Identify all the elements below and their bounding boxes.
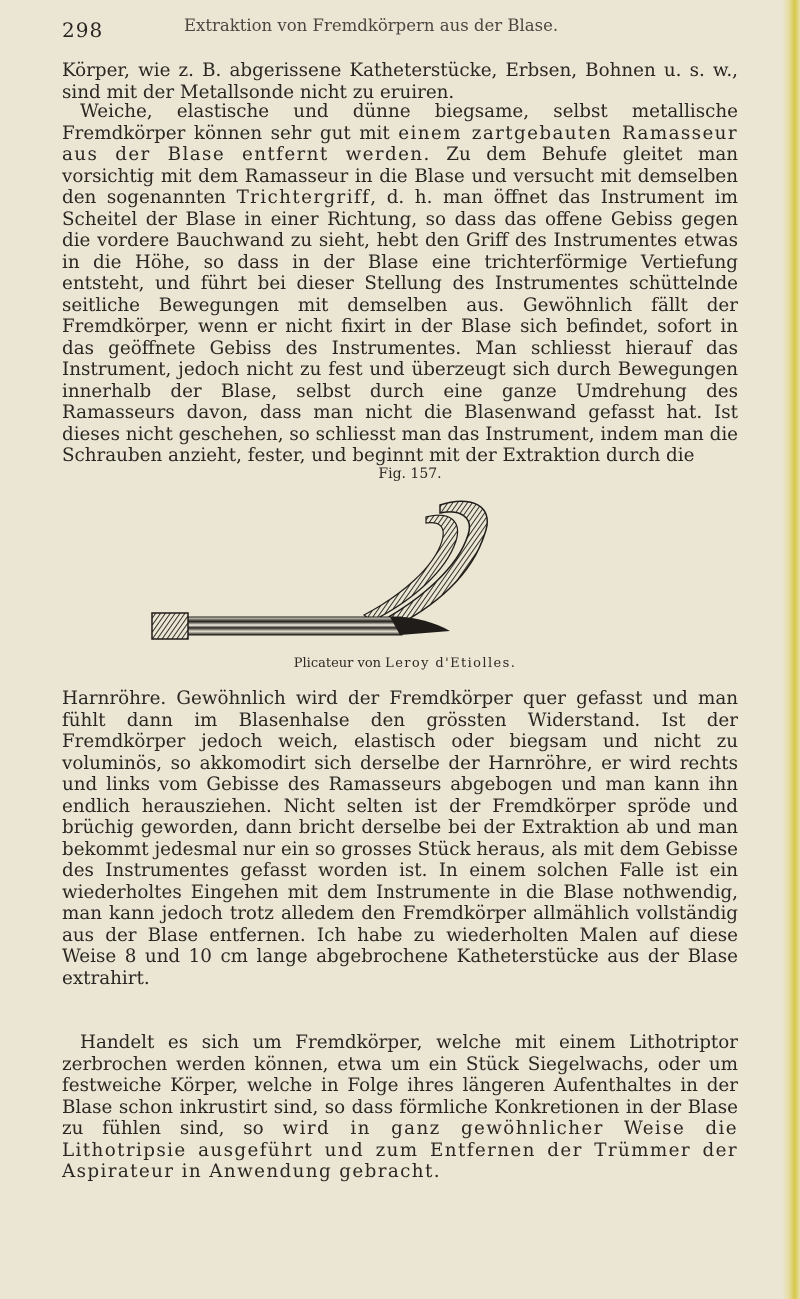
figure-caption xyxy=(0,656,800,671)
plicateur-curve xyxy=(390,617,450,635)
paragraph-3: Harnröhre. Gewöhnlich wird der Fremdkörper quer gefasst und man fühlt dann im Blasenhalse den grössten Widerstand. Ist der Fremdkörper jedoch weich, elastisch oder biegsam und nicht zu voluminös, so akkomodirt sich derselbe der Harnröhre, er wird rechts und links vom Gebisse des Ramasseurs abgebogen und man kann ihn endlich herausziehen. Nicht selten ist der Fremdkörper spröde und brüchig geworden, dann bricht derselbe bei der Extraktion ab und man bekommt jedesmal nur ein so grosses Stück heraus, als mit dem Gebisse des Instrumentes gefasst worden ist. In einem solchen Falle ist ein wiederholtes Eingehen mit dem Instrumente in die Blase nothwendig, man kann jedoch trotz alledem den Fremdkörper allmählich vollständig aus der Blase entfernen. Ich habe zu wiederholten Malen auf diese Weise 8 und 10 cm lange abgebrochene Katheterstücke aus der Blase extrahirt. xyxy=(62,688,738,989)
page-edge xyxy=(782,0,800,1299)
plicateur-handle xyxy=(152,613,188,639)
paragraph-2-text-e: , d. h. man öffnet das Instrument im Scheitel der Blase in einer Richtung, so dass das offene Gebiss gegen die vordere Bauchwand zu sieht, hebt den Griff des Instrumentes etwas in die Höhe, so dass in der Blase eine trichterförmige Vertiefung entsteht, und führt bei dieser Stellung des Instrumentes schüttelnde seitliche Bewegungen mit demselben aus. Gewöhnlich fällt der Fremdkörper, wenn er nicht fixirt in der Blase sich befindet, sofort in das geöffnete Gebiss des Instrumentes. Man schliesst hierauf das Instrument, jedoch nicht zu fest und überzeugt sich durch Bewegungen innerhalb der Blase, selbst durch eine ganze Umdrehung des Ramasseurs davon, dass man nicht die Blasenwand gefasst hat. Ist dieses nicht geschehen, so schliesst man das Instrument, indem man die Schrauben anzieht, fester, und beginnt mit der Extraktion durch die xyxy=(62,187,738,466)
paragraph-2-text-a: Weiche, elastische und dünne biegsame, selbst metallische Fremdkörper können sehr gut mit xyxy=(62,101,738,144)
figure-caption-name: Leroy d'Etiolles. xyxy=(385,656,517,671)
paragraph-2 xyxy=(62,101,738,467)
paragraph-1: Körper, wie z. B. abgerissene Katheterstücke, Erbsen, Bohnen u. s. w., sind mit der Metallsonde nicht zu eruiren. xyxy=(62,60,738,103)
running-title: Extraktion von Fremdkörpern aus der Blase. xyxy=(184,16,559,35)
plicateur-shaft xyxy=(152,617,402,635)
page-number: 298 xyxy=(62,18,104,42)
paragraph-2-text-c: Zu dem Behufe gleitet man vorsichtig mit dem Ramasseur in die Blase und versucht mit demselben den sogenannten xyxy=(62,144,738,208)
paragraph-2-emphasis-trichtergriff: Trichtergriff xyxy=(236,187,371,208)
paragraph-4-text-a: Handelt es sich um Fremdkörper, welche mit einem Lithotriptor zerbrochen werden können, etwa um ein Stück Siegelwachs, oder um festweiche Körper, welche in Folge ihres längeren Aufenthaltes in der Blase schon inkrustirt sind, so dass förmliche Konkretionen in der Blase zu fühlen sind, so xyxy=(62,1032,738,1139)
figure-label: Fig. 157. xyxy=(378,466,442,482)
paragraph-4 xyxy=(62,1032,738,1183)
figure-caption-prefix: Plicateur von xyxy=(293,656,386,671)
page-header xyxy=(62,14,742,42)
paragraph-4-emphasis-lithotripsie: wird in ganz gewöhnlicher Weise die Lithotripsie ausgeführt und zum Entfernen der Trümmer der Aspirateur in Anwendung gebracht. xyxy=(62,1118,739,1182)
plicateur-illustration xyxy=(150,495,550,645)
paragraph-2-emphasis-ramasseur: einem zartgebauten Ramasseur aus der Blase entfernt werden. xyxy=(62,122,738,165)
